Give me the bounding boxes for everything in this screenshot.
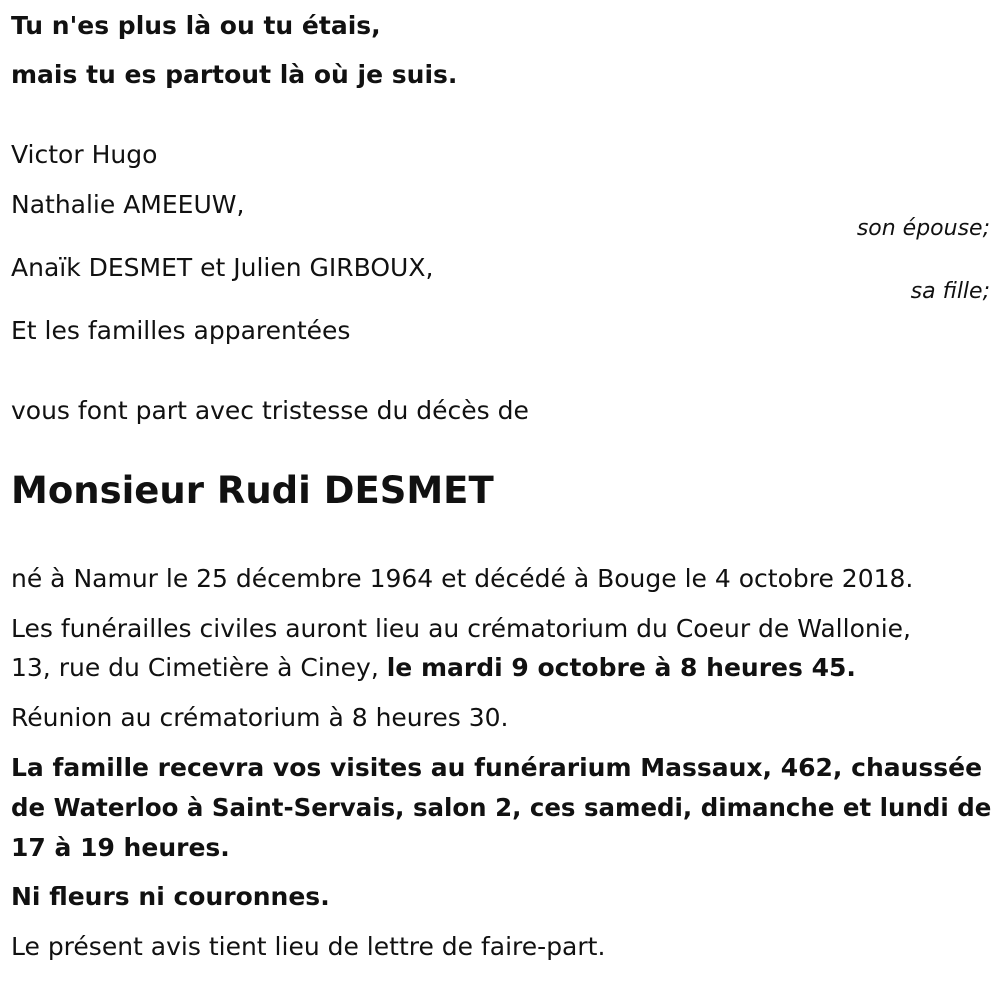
visits-line-2: de Waterloo à Saint-Servais, salon 2, ces samedi, dimanche et lundi de xyxy=(11,793,992,822)
visits-line-1: La famille recevra vos visites au funérarium Massaux, 462, chaussée xyxy=(11,753,983,782)
relatives-line: Et les familles apparentées xyxy=(11,316,351,345)
quote-line-1: Tu n'es plus là ou tu étais, xyxy=(11,11,381,40)
announcement-line: vous font part avec tristesse du décès de xyxy=(11,396,529,425)
funeral-date-time: le mardi 9 octobre à 8 heures 45. xyxy=(386,653,856,682)
birth-death-line: né à Namur le 25 décembre 1964 et décédé à Bouge le 4 octobre 2018. xyxy=(11,564,914,593)
funeral-address: 13, rue du Cimetière à Ciney, xyxy=(11,653,387,682)
visits-line-3: 17 à 19 heures. xyxy=(11,833,230,862)
deceased-name: Monsieur Rudi DESMET xyxy=(11,469,494,512)
no-flowers-line: Ni fleurs ni couronnes. xyxy=(11,882,330,911)
family-member-name: Anaïk DESMET et Julien GIRBOUX, xyxy=(11,253,434,282)
family-member-relation: son épouse; xyxy=(856,216,990,241)
funeral-line-2 xyxy=(11,653,856,683)
meeting-line: Réunion au crématorium à 8 heures 30. xyxy=(11,703,509,732)
notice-line: Le présent avis tient lieu de lettre de faire-part. xyxy=(11,932,606,961)
quote-line-2: mais tu es partout là où je suis. xyxy=(11,60,458,89)
funeral-line-1: Les funérailles civiles auront lieu au crématorium du Coeur de Wallonie, xyxy=(11,614,911,643)
family-member-relation: sa fille; xyxy=(910,279,990,304)
family-member-name: Nathalie AMEEUW, xyxy=(11,190,245,219)
quote-author: Victor Hugo xyxy=(11,140,158,169)
